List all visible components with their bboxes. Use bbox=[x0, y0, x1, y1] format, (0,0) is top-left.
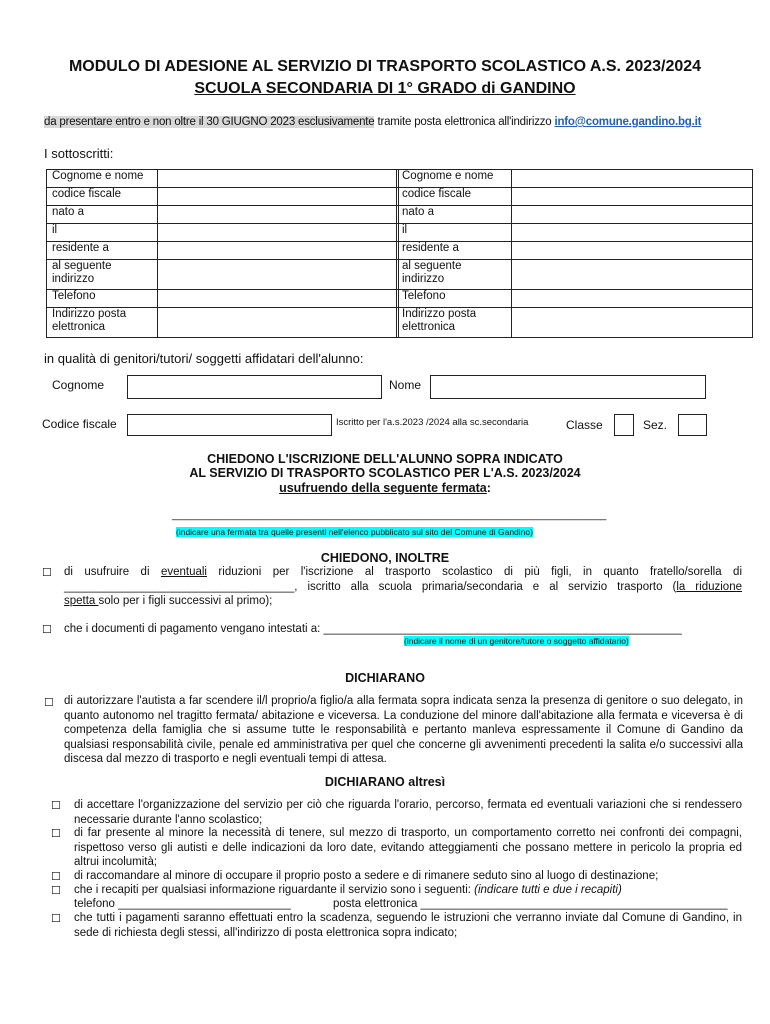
checkbox-icon[interactable]: ☐ bbox=[44, 697, 54, 709]
telefono-field[interactable]: telefono ___________________________ bbox=[74, 898, 291, 910]
checkbox-icon[interactable]: ☐ bbox=[42, 624, 52, 636]
inoltre-heading: CHIEDONO, INOLTRE bbox=[320, 551, 450, 565]
field-label: Telefono bbox=[397, 290, 512, 308]
field-label: Cognome e nome bbox=[47, 170, 158, 188]
checkbox-icon[interactable]: ☐ bbox=[51, 871, 61, 883]
inoltre-text-a: di usufruire di bbox=[64, 566, 161, 578]
nome-label: Nome bbox=[389, 378, 422, 392]
request-line-3-wrap bbox=[0, 481, 770, 496]
field-input[interactable] bbox=[158, 308, 399, 338]
student-heading: in qualità di genitori/tutori/ soggetti affidatari dell'alunno: bbox=[44, 351, 364, 366]
field-label: codice fiscale bbox=[397, 188, 512, 206]
checkbox-icon[interactable]: ☐ bbox=[51, 885, 61, 897]
request-line-1: CHIEDONO L'ISCRIZIONE DELL'ALUNNO SOPRA INDICATO bbox=[207, 452, 563, 466]
field-input[interactable] bbox=[158, 224, 399, 242]
codice-fiscale-input[interactable] bbox=[127, 414, 332, 436]
request-line-3: usufruendo della seguente fermata bbox=[279, 481, 487, 495]
altresi-heading: DICHIARANO altresì bbox=[324, 775, 446, 789]
classe-input[interactable] bbox=[614, 414, 634, 436]
field-input[interactable] bbox=[158, 188, 399, 206]
field-label: Cognome e nome bbox=[397, 170, 512, 188]
signers-heading: I sottoscritti: bbox=[44, 146, 114, 161]
codice-fiscale-label: Codice fiscale bbox=[42, 417, 117, 431]
field-input[interactable] bbox=[512, 206, 753, 224]
nome-input[interactable] bbox=[430, 375, 706, 399]
altresi-item-2: di far presente al minore la necessità di tenere, sul mezzo di trasporto, un comportamento corretto nei confronti dei compagni, rispettoso verso gli autisti e delle indicazioni da loro date, evitando atteggiamenti che possano mettere in pericolo la propria ed altrui incolumità; bbox=[74, 827, 742, 869]
field-input[interactable] bbox=[512, 188, 753, 206]
altresi-item-5: che tutti i pagamenti saranno effettuati entro la scadenza, seguendo le istruzioni che verranno inviate dal Comune di Gandino, in sede di richiesta degli stessi, all'indirizzo di posta elettronica sopra indicato; bbox=[74, 912, 742, 939]
recapiti-note: (indicare tutti e due i recapiti) bbox=[474, 884, 622, 896]
sez-input[interactable] bbox=[678, 414, 707, 436]
inoltre-riduzione: la riduzione bbox=[676, 580, 742, 593]
field-input[interactable] bbox=[512, 170, 753, 188]
request-line-3-suffix: : bbox=[486, 481, 491, 495]
field-label: nato a bbox=[397, 206, 512, 224]
cognome-label: Cognome bbox=[52, 378, 105, 392]
fermata-blank[interactable]: _______________________________________________________________________ bbox=[172, 509, 607, 521]
altresi-item-3: di raccomandare al minore di occupare il proprio posto a sedere e di rimanere seduto sino al luogo di destinazione; bbox=[74, 870, 659, 882]
signer-table-2 bbox=[396, 169, 753, 338]
dichiarano-heading: DICHIARANO bbox=[345, 671, 425, 685]
field-input[interactable] bbox=[158, 206, 399, 224]
inoltre-eventuali: eventuali bbox=[160, 566, 207, 578]
classe-label: Classe bbox=[566, 418, 603, 432]
inoltre-item-1 bbox=[64, 565, 742, 609]
fermata-hint: (indicare una fermata tra quelle presenti nell'elenco pubblicato sul sito del Comune di Gandino) bbox=[176, 527, 533, 537]
altresi-item-4 bbox=[74, 883, 742, 898]
inoltre-item-2: che i documenti di pagamento vengano intestati a: ________________________________________________________ bbox=[64, 623, 682, 635]
field-label: al seguente indirizzo bbox=[397, 260, 512, 290]
signer-table-1 bbox=[46, 169, 399, 338]
checkbox-icon[interactable]: ☐ bbox=[51, 913, 61, 925]
field-input[interactable] bbox=[158, 290, 399, 308]
checkbox-icon[interactable]: ☐ bbox=[51, 828, 61, 840]
notice-text-2: tramite posta elettronica all'indirizzo bbox=[374, 116, 555, 128]
field-input[interactable] bbox=[512, 242, 753, 260]
iscritto-label: Iscritto per l'a.s.2023 /2024 alla sc.secondaria bbox=[336, 417, 529, 428]
field-input[interactable] bbox=[512, 308, 753, 338]
field-input[interactable] bbox=[158, 170, 399, 188]
checkbox-icon[interactable]: ☐ bbox=[51, 800, 61, 812]
page-subtitle: SCUOLA SECONDARIA DI 1° GRADO di GANDINO bbox=[194, 80, 576, 97]
field-label: codice fiscale bbox=[47, 188, 158, 206]
intestatario-hint-wrap bbox=[404, 636, 629, 646]
fermata-hint-wrap bbox=[176, 527, 533, 537]
page-title: MODULO DI ADESIONE AL SERVIZIO DI TRASPORTO SCOLASTICO A.S. 2023/2024 bbox=[68, 58, 702, 75]
inoltre-text-d: solo per i figli successivi al primo); bbox=[98, 595, 273, 608]
email-field[interactable]: posta elettronica ________________________________________________ bbox=[333, 898, 728, 910]
field-input[interactable] bbox=[158, 242, 399, 260]
field-input[interactable] bbox=[158, 260, 399, 290]
email-link[interactable]: info@comune.gandino.bg.it bbox=[554, 116, 702, 128]
checkbox-icon[interactable]: ☐ bbox=[42, 567, 52, 579]
altresi-item-1: di accettare l'organizzazione del servizio per ciò che riguarda l'orario, percorso, fermata ed eventuali variazioni che si rendessero necessarie durante l'anno scolastico; bbox=[74, 799, 742, 826]
recapiti-text: che i recapiti per qualsiasi informazione riguardante il servizio sono i seguenti: bbox=[74, 884, 475, 896]
field-label: Indirizzo posta elettronica bbox=[47, 308, 158, 338]
cognome-input[interactable] bbox=[127, 375, 382, 399]
field-input[interactable] bbox=[512, 224, 753, 242]
sez-label: Sez. bbox=[643, 418, 668, 432]
field-label: residente a bbox=[397, 242, 512, 260]
request-line-2: AL SERVIZIO DI TRASPORTO SCOLASTICO PER L'A.S. 2023/2024 bbox=[189, 466, 581, 480]
inoltre-spetta: spetta bbox=[64, 595, 99, 608]
field-input[interactable] bbox=[512, 290, 753, 308]
field-label: nato a bbox=[47, 206, 158, 224]
field-label: il bbox=[47, 224, 158, 242]
dichiarano-text: di autorizzare l'autista a far scendere il/l proprio/a figlio/a alla fermata sopra indicata senza la presenza di genitore o suo delegato, in quanto autonomo nel tragitto fermata/ abitazione e viceversa. La conduzione del minore dall'abitazione alla fermata e viceversa è di competenza della famiglia che si assume tutte le responsabilità e pertanto manleva espressamente il Comune di Gandino da qualsiasi responsabilità civile, penale ed amministrativa per quel che concerne gli avvenimenti precedenti la salita e/o successivi alla discesa dal mezzo di trasporto e negli eventuali tempi di attesa. bbox=[64, 695, 743, 766]
field-label: il bbox=[397, 224, 512, 242]
field-input[interactable] bbox=[512, 260, 753, 290]
field-label: al seguente indirizzo bbox=[47, 260, 158, 290]
field-label: residente a bbox=[47, 242, 158, 260]
inoltre-text-b: riduzioni per l'iscrizione al trasporto scolastico di più figli, in quanto fratello/sorella di bbox=[207, 566, 743, 578]
intestatario-hint: (indicare il nome di un genitore/tutore o soggetto affidatario) bbox=[404, 636, 629, 646]
field-label: Indirizzo posta elettronica bbox=[397, 308, 512, 338]
field-label: Telefono bbox=[47, 290, 158, 308]
notice-text: da presentare entro e non oltre il 30 GIUGNO 2023 esclusivamente bbox=[44, 116, 375, 128]
inoltre-text-c: ____________________________________, iscritto alla scuola primaria/secondaria e al servizio trasporto ( bbox=[64, 580, 677, 593]
submission-notice bbox=[44, 116, 701, 128]
